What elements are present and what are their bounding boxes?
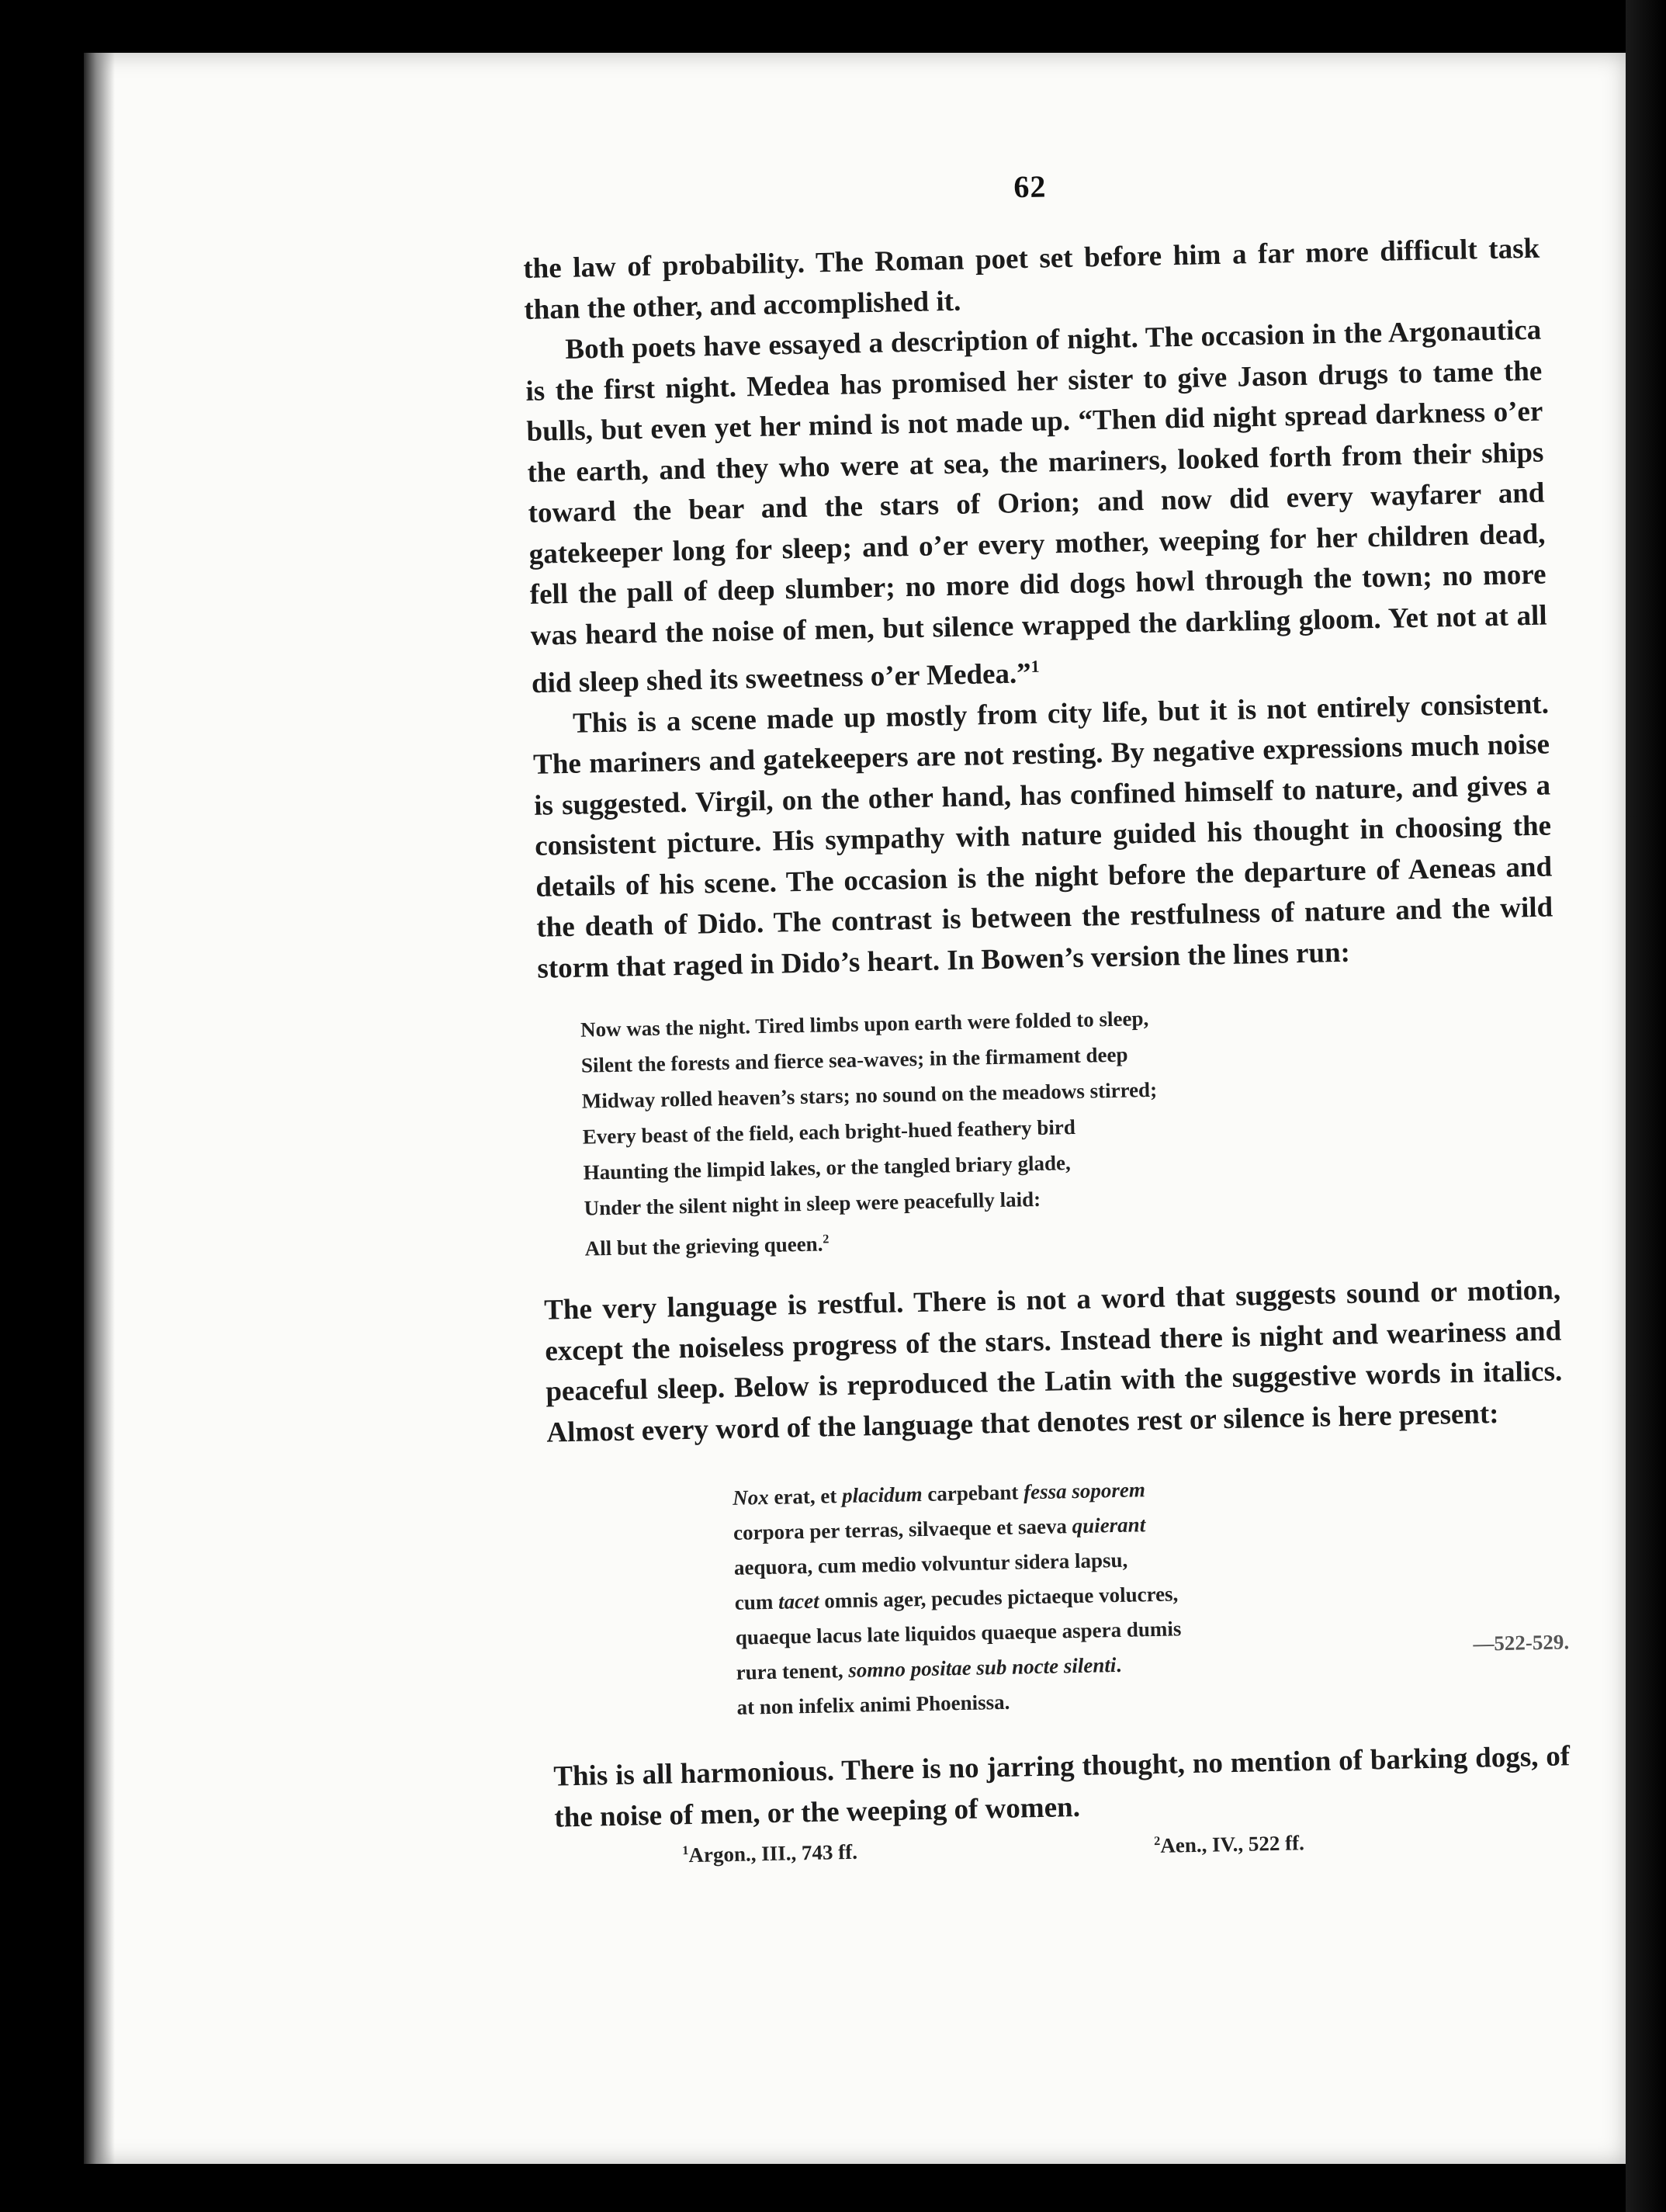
verse-line: Silent the forests and fierce sea-waves; in the firmament deep	[580, 1042, 1128, 1078]
paragraph-4: The very language is restful. There is not a word that suggests sound or motion, except the noiseless progress of the stars. Instead there is night and weariness and peaceful sleep. Below is reproduced the Latin with the suggestive words in italics. Almost every word of the language that denotes rest or silence is here present:	[543, 1274, 1563, 1449]
english-verse-quote	[580, 993, 1560, 1267]
latin-text: omnis ager, pecudes pictaeque volucres,	[819, 1582, 1179, 1613]
latin-italic: placidum	[841, 1482, 923, 1508]
verse-line: Now was the night. Tired limbs upon earth were folded to sleep,	[580, 1007, 1149, 1042]
paragraph-2	[525, 310, 1548, 705]
verse-line-text: All but the grieving queen.	[584, 1232, 823, 1260]
footnote-text: Aen., IV., 522 ff.	[1160, 1831, 1305, 1858]
latin-italic: Nox	[732, 1486, 769, 1510]
footnote-mark-1: 1	[1030, 656, 1040, 676]
footnote-mark-2: 2	[823, 1232, 830, 1246]
verse-line: Midway rolled heaven’s stars; no sound on the meadows stirred;	[581, 1078, 1158, 1114]
latin-italic: fessa soporem	[1023, 1478, 1146, 1504]
latin-italic: quierant	[1072, 1513, 1146, 1538]
latin-text: corpora per terras, silvaeque et saeva	[733, 1514, 1072, 1545]
verse-line: Every beast of the field, each bright-hued feathery bird	[582, 1115, 1076, 1149]
latin-text: quaeque lacus late liquidos quaeque aspera dumis	[735, 1617, 1182, 1650]
paragraph-2-text: Both poets have essayed a description of night. The occasion in the Argonautica is the first night. Medea has promised her sister to give Jason drugs to tame the bulls, but even yet her mind is not made up. “Then did night spread darkness o’er the earth, and they who were at sea, the mariners, looked forth from their ships toward the bear and the stars of Orion; and now did every wayfarer and gatekeeper long for sleep; and o’er every mother, weeping for her children dead, fell the pall of deep slumber; no more did dogs howl through the town; no more was heard the noise of men, but silence wrapped the darkling gloom. Yet not at all did sleep shed its sweetness o’er Medea.”	[525, 314, 1547, 700]
latin-verse-quote	[733, 1465, 1569, 1725]
paragraph-3	[532, 684, 1554, 990]
footnote-number: 1	[682, 1843, 689, 1858]
verse-line: Under the silent night in sleep were peacefully laid:	[584, 1187, 1041, 1220]
verse-line: Haunting the limpid lakes, or the tangled briary glade,	[583, 1151, 1071, 1184]
latin-italic: tacet	[778, 1590, 819, 1614]
latin-citation: —522-529.	[1473, 1630, 1570, 1656]
footnote-number: 2	[1153, 1834, 1161, 1849]
latin-text: rura tenent,	[736, 1659, 849, 1685]
scan-border-right	[1626, 0, 1666, 2212]
latin-text: erat, et	[768, 1484, 843, 1510]
footnote-text: Argon., III., 743 ff.	[688, 1840, 858, 1867]
footnote-2	[1154, 1832, 1304, 1859]
paragraph-5: This is all harmonious. There is no jarring thought, no mention of barking dogs, of the noise of men, or the weeping of women.	[552, 1740, 1571, 1834]
latin-text: carpebant	[922, 1480, 1024, 1506]
latin-text: cum	[734, 1590, 779, 1615]
latin-italic: somno positae sub nocte silenti	[848, 1653, 1117, 1683]
paragraph-3-text: This is a scene made up mostly from city life, but it is not entirely consistent. The mariners and gatekeepers are not resting. By negative expressions much noise is suggested. Virgil, on the other hand, has confined himself to nature, and gives a consistent picture. His sympathy with nature guided his thought in choosing the details of his scene. The occasion is the night before the departure of Aeneas and the death of Dido. The contrast is between the restfulness of nature and the wild storm that raged in Dido’s heart. In Bowen’s version the lines run:	[532, 688, 1553, 985]
footnote-1	[682, 1840, 857, 1868]
latin-text: .	[1116, 1653, 1122, 1677]
page-number: 62	[1013, 168, 1047, 205]
paragraph-1: the law of probability. The Roman poet set before him a far more difficult task than the other, and accomplished it.	[522, 232, 1540, 326]
page-content	[521, 158, 1572, 1877]
page-gutter-shadow	[84, 53, 115, 2164]
latin-text: aequora, cum medio volvuntur sidera lapsu,	[733, 1548, 1128, 1580]
latin-text: at non infelix animi Phoenissa.	[736, 1690, 1010, 1720]
